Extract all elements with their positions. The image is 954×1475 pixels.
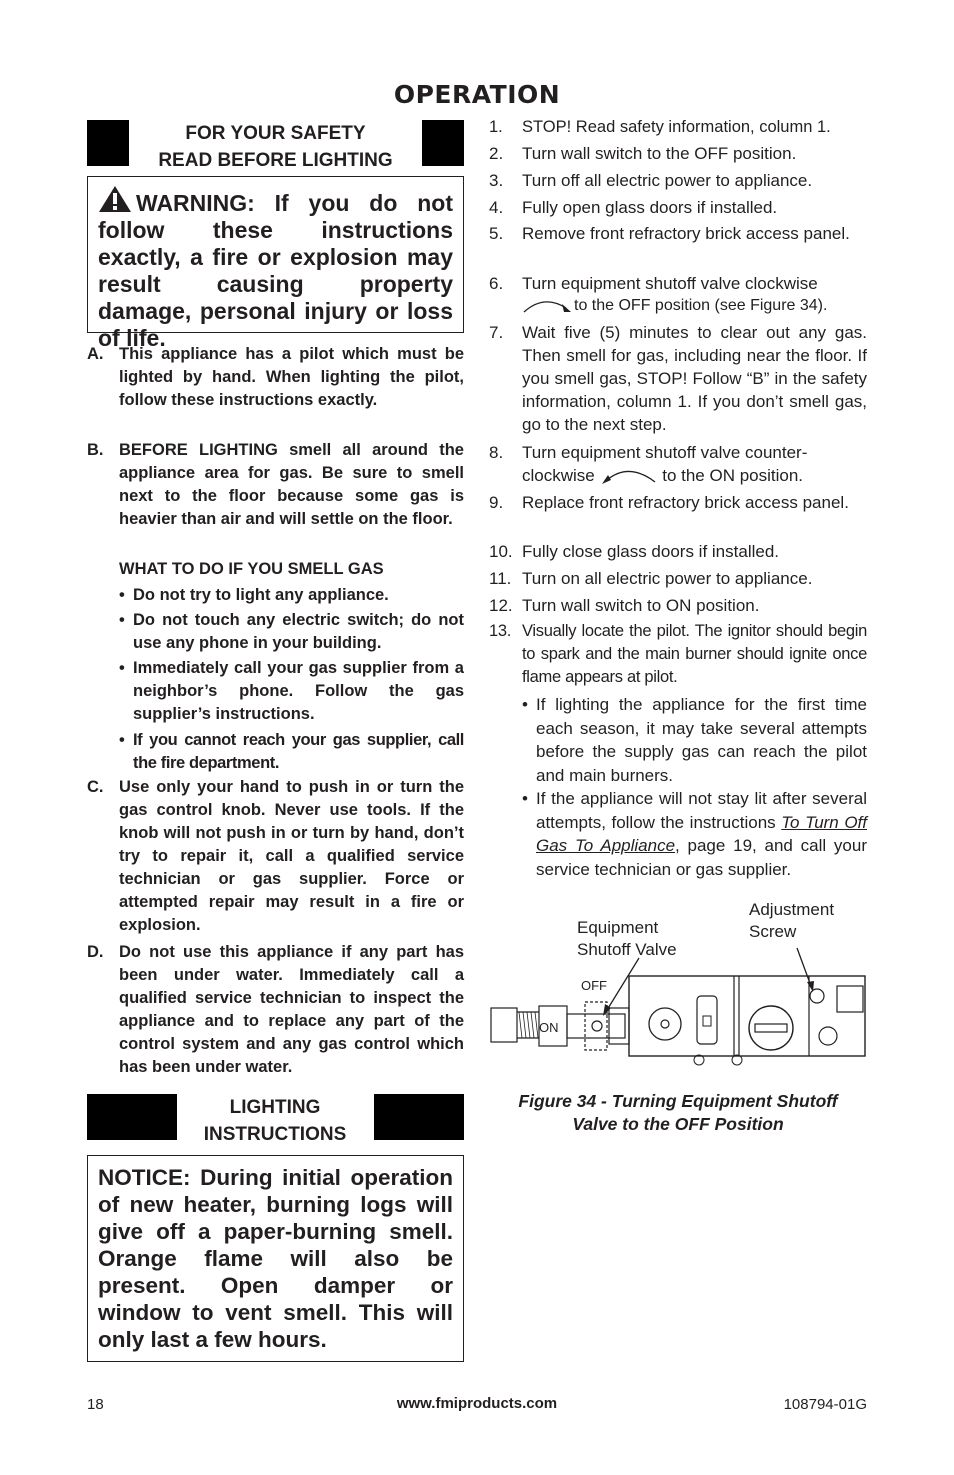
clockwise-arrow-icon: [522, 298, 574, 314]
step-8-on: to the ON position.: [662, 466, 804, 485]
header-bar-right: [374, 1094, 464, 1140]
warning-icon: [98, 185, 132, 213]
step-6-text: [522, 272, 867, 317]
step-6-line2-text: to the OFF position (see Figure 34).: [574, 297, 828, 314]
off-label: OFF: [581, 978, 607, 993]
step-3-text: Turn off all electric power to appliance.: [522, 171, 813, 190]
step-6: [489, 272, 867, 317]
item-b: [87, 439, 464, 531]
valve-label-line2: Shutoff Valve: [577, 940, 677, 959]
step-9-num: 9.: [489, 493, 504, 512]
step-12-text: Turn wall switch to ON position.: [522, 596, 760, 615]
header-bar-left: [87, 120, 129, 166]
valve-label-line1: Equipment: [577, 918, 659, 937]
screw-label-line2: Screw: [749, 922, 797, 941]
step-13-bullet-1: • If lighting the appliance for the first time each season, it may take several attempts before the supply gas can reach the pilot and main burners.: [522, 693, 867, 787]
on-label: ON: [539, 1020, 559, 1035]
smell-gas-heading: WHAT TO DO IF YOU SMELL GAS: [119, 560, 384, 578]
screw-label: [749, 899, 834, 943]
step-7-num: 7.: [489, 323, 504, 342]
step-11-num: 11.: [489, 569, 512, 588]
screw-label-line1: Adjustment: [749, 900, 835, 919]
step-4: [489, 196, 867, 219]
step-7: [489, 321, 867, 436]
warning-box: [87, 176, 464, 351]
step-8-num: 8.: [489, 443, 504, 462]
smell-bullet-2-text: Do not touch any electric switch; do not use any phone in your building.: [133, 611, 464, 652]
step-5-num: 5.: [489, 224, 504, 243]
step-4-num: 4.: [489, 198, 504, 217]
item-b-text: BEFORE LIGHTING smell all around the appliance area for gas. Be sure to smell next to the floor because some gas is heavier than air and will settle on the floor.: [119, 441, 464, 528]
safety-header-line1: FOR YOUR SAFETY: [185, 123, 366, 144]
figure-caption-line1: Figure 34 - Turning Equipment Shutoff: [518, 1091, 838, 1111]
document-code: 108794-01G: [783, 1396, 867, 1413]
step-13: [489, 620, 867, 689]
smell-bullet-1: • Do not try to light any appliance.: [119, 584, 464, 607]
step-9-text: Replace front refractory brick access panel.: [522, 493, 849, 512]
step-1-text: STOP! Read safety information, column 1.: [522, 118, 831, 136]
step-13-bullet-2-a: If the appliance will not stay lit after several attempts, follow the instructions: [536, 789, 867, 832]
counterclockwise-arrow-icon: [599, 468, 657, 486]
warning-text: WARNING: If you do not follow these instructions exactly, a fire or explosion may result causing property damage, personal injury or loss of life.: [98, 190, 453, 351]
smell-bullet-3-text: Immediately call your gas supplier from a neighbor’s phone. Follow the gas supplier’s instructions.: [133, 659, 464, 723]
step-8-clockwise: clockwise: [522, 466, 595, 485]
step-8: [489, 441, 867, 487]
notice-box: [87, 1155, 464, 1362]
step-11-text: Turn on all electric power to appliance.: [522, 569, 813, 588]
gas-valve-figure: [489, 940, 867, 1075]
step-5: [489, 222, 867, 245]
smell-bullet-3: • Immediately call your gas supplier from a neighbor’s phone. Follow the gas supplier’s instructions.: [119, 657, 464, 726]
item-a-label: A.: [87, 345, 104, 363]
header-bar-left: [87, 1094, 177, 1140]
item-d-label: D.: [87, 943, 104, 961]
step-13-text: Visually locate the pilot. The ignitor should begin to spark and the main burner should ignite once flame appears at pilot.: [522, 622, 867, 686]
item-a-text: This appliance has a pilot which must be lighted by hand. When lighting the pilot, follow these instructions exactly.: [119, 345, 464, 409]
step-10-text: Fully close glass doors if installed.: [522, 542, 780, 561]
lighting-header-text: [177, 1094, 373, 1148]
step-9: [489, 491, 867, 514]
item-c-text: Use only your hand to push in or turn the gas control knob. Never use tools. If the knob will not push in or turn by hand, don’t try to repair it, call a qualified service technician or gas supplier. Force or attempted repair may result in a fire or explosion.: [119, 778, 464, 934]
safety-header: [87, 120, 464, 171]
footer-url[interactable]: www.fmiproducts.com: [396, 1395, 558, 1412]
step-13-bullet-2-b: , page 19, and call your service technician or gas supplier.: [536, 836, 867, 879]
smell-bullet-4: • If you cannot reach your gas supplier, call the fire department.: [119, 729, 464, 775]
item-d-text: Do not use this appliance if any part has been under water. Immediately call a qualified service technician to inspect the appliance and to replace any part of the control system and any gas control which has been under water.: [119, 943, 464, 1076]
step-2: [489, 142, 867, 165]
item-c-label: C.: [87, 778, 104, 796]
step-2-text: Turn wall switch to the OFF position.: [522, 144, 797, 163]
page-number: 18: [87, 1396, 104, 1413]
item-d: [87, 941, 464, 1079]
step-4-text: Fully open glass doors if installed.: [522, 198, 778, 217]
step-12-num: 12.: [489, 596, 513, 615]
step-5-text: Remove front refractory brick access panel.: [522, 224, 850, 243]
lighting-header-line2: INSTRUCTIONS: [203, 1124, 347, 1145]
step-12: [489, 594, 867, 617]
step-6-line2: [522, 295, 867, 317]
step-8-line2: [522, 464, 867, 487]
turn-off-gas-link[interactable]: To Turn Off Gas To Appliance: [536, 812, 867, 855]
smell-bullet-1-text: Do not try to light any appliance.: [133, 586, 389, 604]
step-7-text: Wait five (5) minutes to clear out any gas. Then smell for gas, including near the floor. If you smell gas, STOP! Follow “B” in the safety information, column 1. If you don’t smell gas, go to the next step.: [522, 323, 867, 434]
page-title: OPERATION: [393, 80, 561, 109]
lighting-header-line1: LIGHTING: [229, 1097, 321, 1118]
step-3-num: 3.: [489, 171, 504, 190]
safety-header-text: [129, 120, 422, 174]
item-c: [87, 776, 464, 937]
item-a: [87, 343, 464, 412]
step-11: [489, 567, 867, 590]
step-6-line1: Turn equipment shutoff valve clockwise: [522, 274, 818, 293]
step-13-bullet-2: • If the appliance will not stay lit after several attempts, follow the instructions To Turn Off Gas To Appliance, page 19, and call your service technician or gas supplier.: [522, 787, 867, 881]
notice-text: NOTICE: During initial operation of new heater, burning logs will give off a paper-burning smell. Orange flame will also be present. Open damper or window to vent smell. This will only last a few hours.: [98, 1165, 453, 1352]
figure-caption-line2: Valve to the OFF Position: [572, 1114, 784, 1134]
safety-header-line2: READ BEFORE LIGHTING: [158, 150, 393, 171]
header-bar-right: [422, 120, 464, 166]
step-13-bullet-1-text: If lighting the appliance for the first time each season, it may take several attempts before the supply gas can reach the pilot and main burners.: [536, 695, 867, 785]
step-6-num: 6.: [489, 274, 504, 293]
lighting-header: [87, 1094, 464, 1145]
smell-bullet-2: • Do not touch any electric switch; do not use any phone in your building.: [119, 609, 464, 655]
step-2-num: 2.: [489, 144, 504, 163]
step-13-num: 13.: [489, 622, 512, 640]
item-b-label: B.: [87, 441, 104, 459]
step-8-line1: Turn equipment shutoff valve counter-: [522, 443, 808, 462]
step-13-bullet-2-text: [536, 787, 867, 881]
step-3: [489, 169, 867, 192]
smell-bullet-4-text: If you cannot reach your gas supplier, call the fire department.: [133, 731, 464, 772]
step-10-num: 10.: [489, 542, 513, 561]
step-1: [489, 116, 867, 139]
step-8-text: [522, 441, 867, 487]
step-1-num: 1.: [489, 118, 503, 136]
step-10: [489, 540, 867, 563]
figure-caption: [489, 1090, 867, 1136]
